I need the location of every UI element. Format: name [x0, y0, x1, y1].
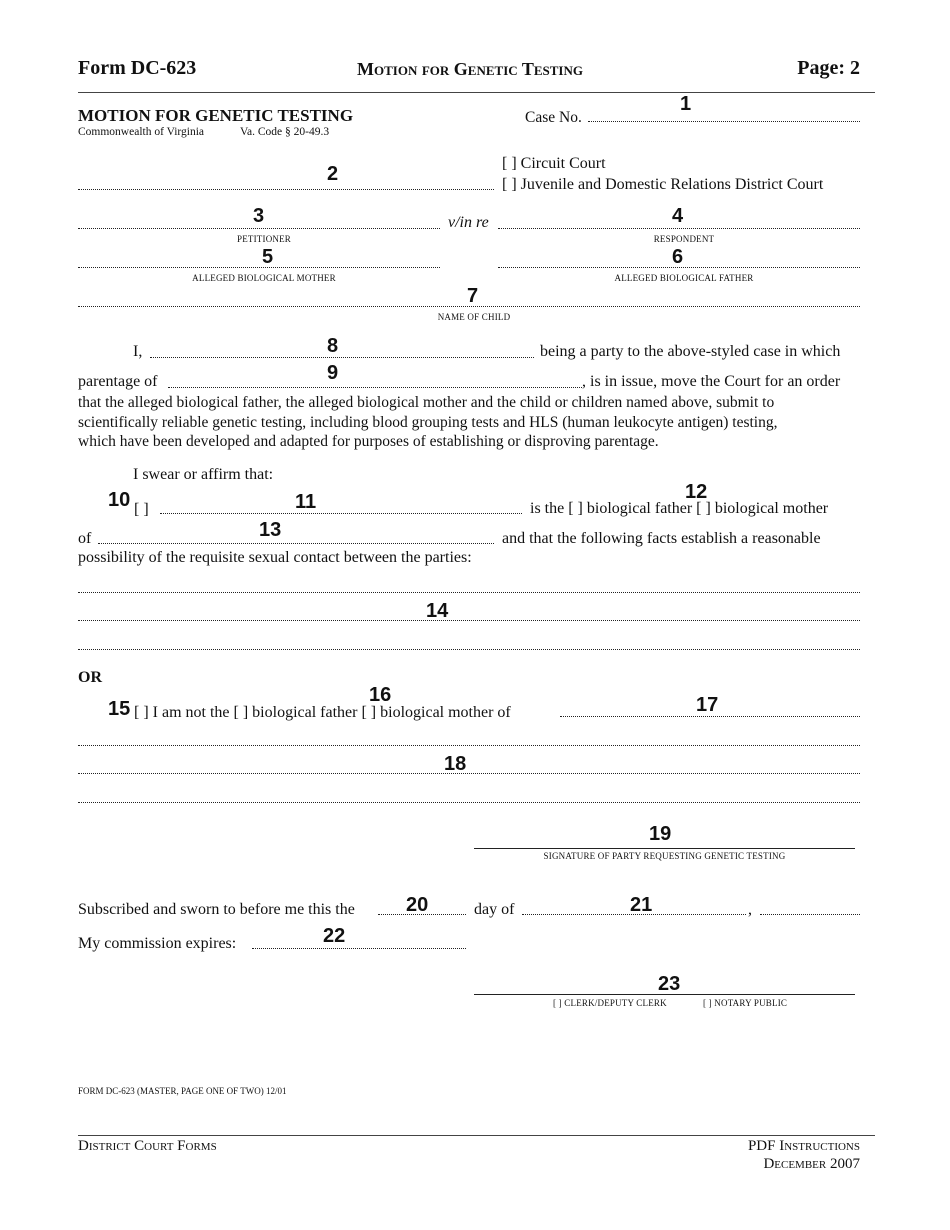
field-number-16: 16 — [369, 684, 392, 706]
field-number-11: 11 — [295, 491, 317, 513]
circuit-court-checkbox[interactable]: [ ] Circuit Court — [502, 155, 606, 172]
field-number-9: 9 — [327, 362, 339, 384]
party-signature-caption: SIGNATURE OF PARTY REQUESTING GENETIC TESTING — [543, 851, 786, 861]
footer-right-1: PDF Instructions — [747, 1138, 860, 1154]
child-name-caption: NAME OF CHILD — [437, 312, 511, 322]
i-label: I, — [133, 343, 143, 360]
not-parent-statement[interactable]: [ ] I am not the [ ] biological father [ ] biological mother of — [134, 704, 511, 721]
clerk-checkbox[interactable]: [ ] CLERK/DEPUTY CLERK — [553, 998, 667, 1008]
footer-left: District Court Forms — [78, 1138, 217, 1154]
child-of-field[interactable] — [98, 543, 494, 544]
petitioner-caption: PETITIONER — [237, 234, 291, 244]
facts-text: and that the following facts establish a reasonable — [502, 530, 821, 547]
field-number-21: 21 — [630, 894, 653, 916]
field-number-18: 18 — [444, 753, 467, 775]
petitioner-field[interactable] — [78, 228, 440, 229]
facts-line-3[interactable] — [78, 649, 860, 650]
form-master-note: FORM DC-623 (MASTER, PAGE ONE OF TWO) 12/01 — [78, 1086, 287, 1096]
field-number-15: 15 — [108, 698, 131, 720]
day-of-label: day of — [474, 901, 515, 918]
party-text: being a party to the above-styled case in which — [540, 343, 841, 360]
field-number-22: 22 — [323, 925, 346, 947]
possibility-text: possibility of the requisite sexual contact between the parties: — [78, 549, 472, 566]
facts-line-1[interactable] — [78, 592, 860, 593]
field-number-8: 8 — [327, 335, 339, 357]
jurisdiction: Commonwealth of Virginia — [78, 126, 205, 138]
or-label: OR — [78, 669, 102, 686]
in-issue-text: , is in issue, move the Court for an order — [582, 373, 841, 390]
field-number-10: 10 — [108, 489, 131, 511]
field-number-19: 19 — [649, 823, 672, 845]
party-name-field[interactable] — [150, 357, 534, 358]
court-name-field[interactable] — [78, 189, 494, 190]
of-label: of — [78, 530, 92, 547]
respondent-field[interactable] — [498, 228, 860, 229]
swear-text: I swear or affirm that: — [133, 466, 274, 483]
sworn-year-field[interactable] — [760, 914, 860, 915]
field-number-2: 2 — [327, 163, 339, 185]
footer-divider — [78, 1135, 875, 1136]
commission-expiry-field[interactable] — [252, 948, 466, 949]
commission-label: My commission expires: — [78, 935, 237, 952]
facts-line-2[interactable] — [78, 620, 860, 621]
alleged-mother-caption: ALLEGED BIOLOGICAL MOTHER — [192, 273, 336, 283]
page-number: Page: 2 — [797, 57, 860, 79]
sworn-text: Subscribed and sworn to before me this the — [78, 901, 355, 918]
is-the-text: is the [ ] biological father [ ] biological mother — [530, 500, 829, 517]
not-parent-line-1[interactable] — [78, 745, 860, 746]
alleged-mother-field[interactable] — [78, 267, 440, 268]
field-number-20: 20 — [406, 894, 429, 916]
motion-paragraph — [78, 393, 868, 452]
versus-label: v/in re — [448, 214, 489, 231]
parentage-of-field[interactable] — [168, 387, 582, 388]
jdr-court-checkbox[interactable]: [ ] Juvenile and Domestic Relations District Court — [502, 176, 824, 193]
not-parent-line-2[interactable] — [78, 773, 860, 774]
field-number-1: 1 — [680, 93, 692, 115]
field-number-6: 6 — [672, 246, 684, 268]
motion-line-3: which have been developed and adapted for purposes of establishing or disproving parentage. — [78, 433, 659, 450]
footer-right-2: December 2007 — [763, 1156, 860, 1172]
field-number-7: 7 — [467, 285, 479, 307]
field-number-5: 5 — [262, 246, 274, 268]
case-no-label: Case No. — [525, 109, 582, 126]
party-signature-line[interactable] — [474, 848, 855, 849]
date-comma: , — [748, 901, 752, 918]
field-number-12: 12 — [685, 481, 708, 503]
header-divider — [78, 92, 875, 93]
field-number-13: 13 — [259, 519, 282, 541]
case-no-field[interactable] — [588, 121, 860, 122]
alleged-father-caption: ALLEGED BIOLOGICAL FATHER — [614, 273, 754, 283]
motion-line-1: that the alleged biological father, the alleged biological mother and the child or children named above, submit to — [78, 394, 775, 411]
respondent-caption: RESPONDENT — [653, 234, 715, 244]
is-parent-checkbox[interactable]: [ ] — [134, 501, 149, 518]
notary-checkbox[interactable]: [ ] NOTARY PUBLIC — [703, 998, 788, 1008]
motion-line-2: scientifically reliable genetic testing, including blood grouping tests and HLS (human leukocyte antigen) testing, — [78, 413, 778, 431]
parentage-of-label: parentage of — [78, 373, 158, 390]
field-number-14: 14 — [426, 600, 449, 622]
not-parent-line-3[interactable] — [78, 802, 860, 803]
field-number-3: 3 — [253, 205, 265, 227]
form-heading: MOTION FOR GENETIC TESTING — [78, 106, 354, 125]
page-title: Motion for Genetic Testing — [357, 59, 583, 79]
field-number-23: 23 — [658, 973, 681, 995]
parent-name-field[interactable] — [160, 513, 522, 514]
field-number-4: 4 — [672, 205, 684, 227]
statute-code: Va. Code § 20-49.3 — [240, 126, 330, 138]
field-number-17: 17 — [696, 694, 719, 716]
form-id: Form DC-623 — [78, 57, 197, 79]
